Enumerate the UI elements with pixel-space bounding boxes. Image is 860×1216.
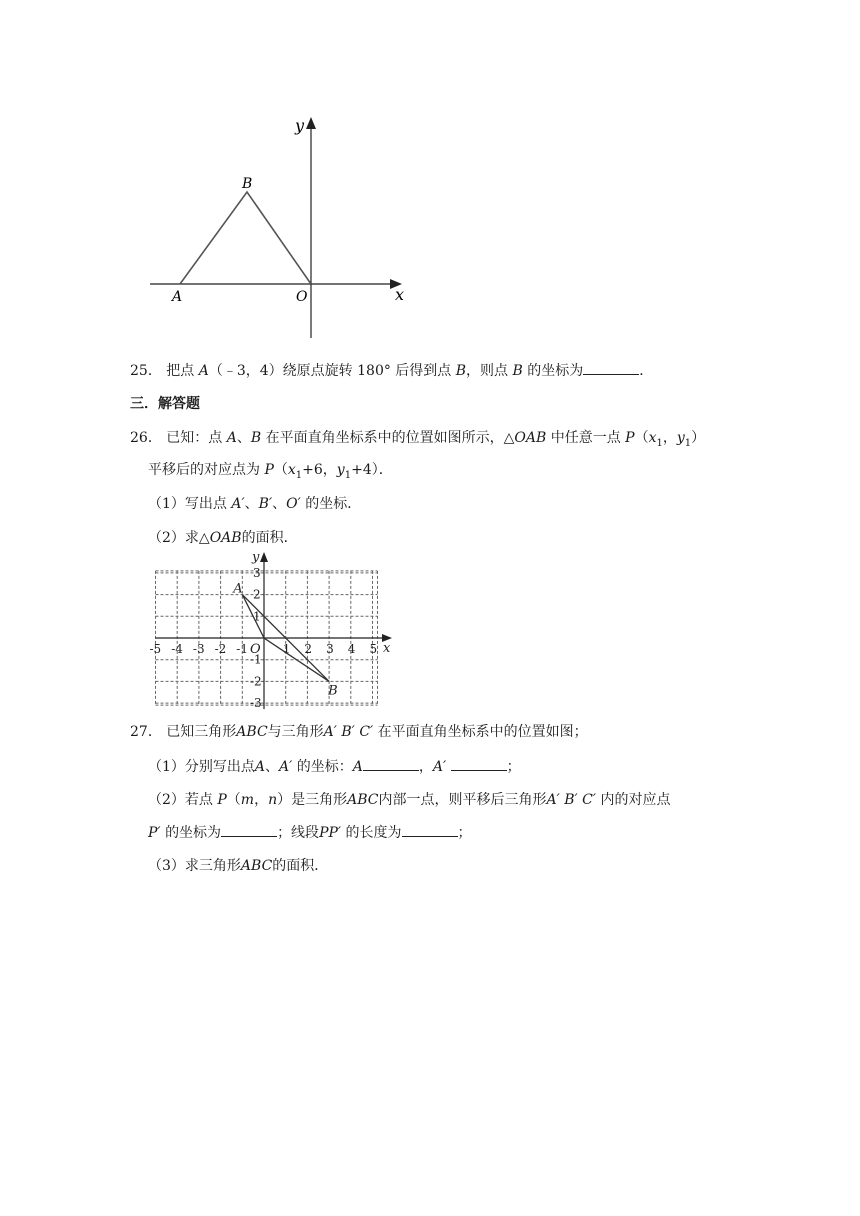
point-b: B <box>455 363 467 379</box>
y-tick-label: -2 <box>250 674 262 689</box>
question-number: 26． <box>130 430 162 446</box>
x-tick-label: -4 <box>171 642 183 656</box>
question-26-line-2: 平移后的对应点为 $P(x_1+6$，$y_1+4$）． <box>148 462 393 481</box>
point-a-label: A <box>233 581 243 597</box>
point-a: A <box>198 363 209 379</box>
question-26-part-2: （2）求△OAB的面积． <box>148 530 298 546</box>
x-tick-label: -5 <box>149 642 162 656</box>
y-axis-arrow <box>260 552 268 562</box>
question-number: 27． <box>130 724 162 740</box>
origin-label: O <box>250 642 261 657</box>
section-title: 三．解答题 <box>130 396 200 412</box>
answer-blank[interactable] <box>451 756 507 771</box>
x-tick-label: 5 <box>369 642 378 656</box>
answer-blank[interactable] <box>221 822 277 837</box>
point-o-label: O <box>296 289 308 305</box>
x-tick-label: -2 <box>214 642 227 656</box>
question-27-part-2: （2）若点 P（m，n）是三角形ABC内部一点，则平移后三角形A′ B′ C′ 内的对应点 <box>148 792 671 808</box>
y-tick-label: -1 <box>250 652 262 667</box>
y-axis-arrow <box>306 117 316 129</box>
y-axis-label: y <box>252 550 260 565</box>
figure-triangle-aob <box>140 110 420 350</box>
x-tick-label: 2 <box>304 642 313 656</box>
y-tick-label: 1 <box>253 609 261 624</box>
answer-blank[interactable] <box>402 822 458 837</box>
point-b: B <box>512 363 523 379</box>
question-27-part-3: （3）求三角形ABC的面积． <box>148 858 329 874</box>
question-number: 25． <box>130 363 162 379</box>
question-27-part-2-cont: P′ 的坐标为 ；线段PP′ 的长度为 ； <box>148 822 472 843</box>
y-tick-label: 3 <box>253 565 261 580</box>
x-tick-label: -1 <box>236 642 249 656</box>
y-tick-label: 2 <box>253 587 261 602</box>
y-axis-label: y <box>295 116 305 135</box>
x-tick-label: -3 <box>192 642 205 656</box>
x-tick-label: 3 <box>326 642 334 656</box>
answer-blank[interactable] <box>583 360 639 375</box>
x-axis-label: x <box>383 641 391 656</box>
triangle-aob <box>180 192 311 284</box>
point-b-label: B <box>242 176 253 192</box>
question-27-line-1: 27． 已知三角形ABC与三角形A′ B′ C′ 在平面直角坐标系中的位置如图； <box>130 724 588 740</box>
question-27-part-1: （1）分别写出点A、A′ 的坐标：A ，A′ ； <box>148 756 521 777</box>
x-tick-label: 1 <box>282 642 291 656</box>
grid-content <box>150 550 393 710</box>
x-axis-label: x <box>395 285 405 304</box>
figure-grid-oab <box>140 548 400 714</box>
point-b-label: B <box>328 683 338 699</box>
question-26-line-1: 26． 已知：点 A、B 在平面直角坐标系中的位置如图所示，△OAB 中任意一点 $P(x_1$，$y_1$） <box>130 430 706 449</box>
question-26-part-1: （1）写出点 A′、B′、O′ 的坐标． <box>148 496 362 512</box>
x-tick-label: 4 <box>347 642 356 656</box>
y-tick-label: -3 <box>250 696 262 711</box>
question-25: 25． 把点 A（﹣3，4）绕原点旋转 180° 后得到点 B，则点 B 的坐标为 ． <box>130 360 653 381</box>
point-a-label: A <box>172 289 183 305</box>
answer-blank[interactable] <box>363 756 419 771</box>
